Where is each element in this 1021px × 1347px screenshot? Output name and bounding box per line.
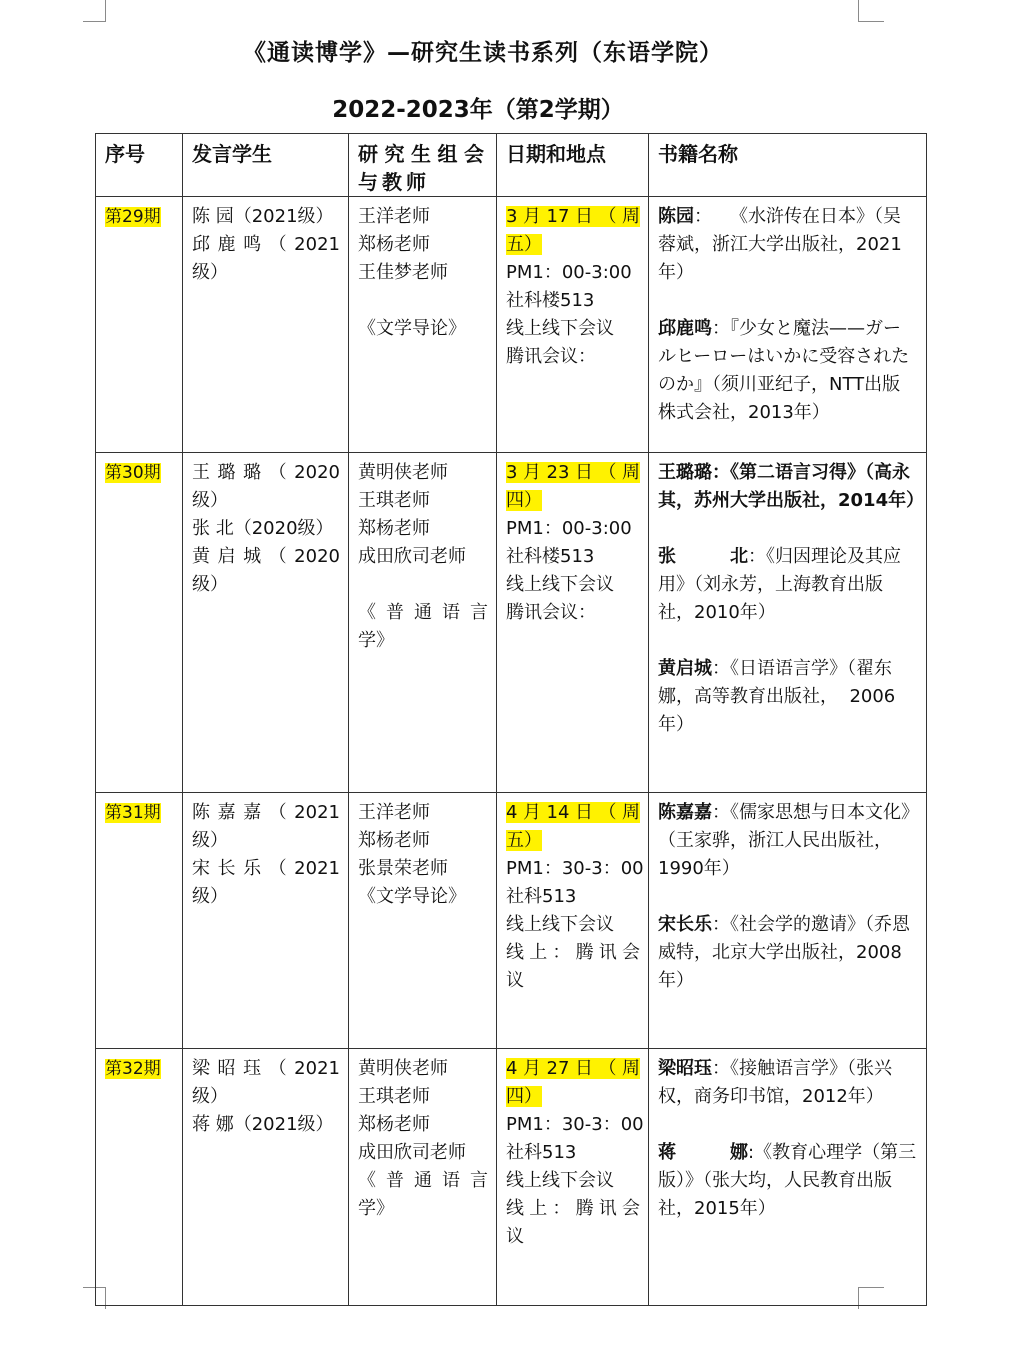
teacher-line: 张景荣老师: [358, 858, 448, 879]
date-line: 五）: [506, 830, 542, 851]
teacher-spacer: [358, 571, 488, 599]
teacher-line: 郑杨老师: [358, 234, 430, 255]
student-line: 级）: [192, 1086, 228, 1107]
time-line: PM1：30-3：00: [506, 1114, 644, 1135]
header-students: 发言学生: [183, 134, 349, 197]
student-line: 张 北（2020级）: [192, 518, 334, 539]
table-row: [96, 1049, 927, 1306]
date-line: 4月14日（周: [506, 802, 640, 823]
date-line: 4月27日（周: [506, 1058, 640, 1079]
students-cell: [183, 1049, 349, 1306]
crop-mark-top-left-h: [83, 21, 106, 22]
place-line: 社科楼513: [506, 290, 595, 311]
crop-mark-top-right-h: [858, 21, 884, 22]
date-place-cell: [497, 1049, 649, 1306]
teacher-line: 成田欣司老师: [358, 546, 466, 567]
book-entry: 陈嘉嘉：《儒家思想与日本文化》（王家骅，浙江人民出版社，1990年）: [658, 802, 910, 879]
period-label: 第31期: [105, 803, 161, 823]
book-entry: 陈园： 《水浒传在日本》（吴蓉斌，浙江大学出版社，2021年）: [658, 206, 902, 283]
date-line: 四）: [506, 1086, 542, 1107]
meeting-mode-line: 线上线下会议: [506, 318, 614, 339]
student-line: 级）: [192, 574, 228, 595]
period-label: 第29期: [105, 207, 161, 227]
course-name: 学》: [358, 630, 394, 651]
online-meeting-line: 腾讯会议：: [506, 346, 596, 367]
books-cell: [649, 453, 927, 793]
teacher-line: 黄明侠老师: [358, 1058, 448, 1079]
teacher-line: 王琪老师: [358, 490, 430, 511]
book-entry: 邱鹿鸣：『少女と魔法——ガールヒーローはいかに受容されたのか』（须川亚纪子，NTT出版株式会社，2013年）: [658, 318, 910, 423]
book-entry: 王璐璐：《第二语言习得》（高永其，苏州大学出版社，2014年）: [658, 462, 925, 511]
student-line: 邱鹿鸣（2021: [192, 234, 340, 255]
course-name: 《文学导论》: [358, 886, 466, 907]
books-cell: [649, 793, 927, 1049]
teacher-line: 王琪老师: [358, 1086, 430, 1107]
students-cell: [183, 793, 349, 1049]
time-line: PM1：00-3:00: [506, 262, 632, 283]
student-line: 梁昭珏（2021: [192, 1058, 340, 1079]
header-books: 书籍名称: [649, 134, 927, 197]
table-header-row: [96, 134, 927, 197]
book-entry: 黄启城：《日语语言学》（翟东娜，高等教育出版社， 2006年）: [658, 658, 896, 735]
header-period: 序号: [96, 134, 183, 197]
teacher-line: 成田欣司老师: [358, 1142, 466, 1163]
teacher-line: 王洋老师: [358, 206, 430, 227]
course-name: 《普通语言: [358, 602, 488, 623]
date-place-cell: [497, 197, 649, 453]
teacher-line: 郑杨老师: [358, 518, 430, 539]
table-row: [96, 197, 927, 453]
place-line: 社科513: [506, 886, 577, 907]
teachers-cell: [349, 197, 497, 453]
date-place-cell: [497, 793, 649, 1049]
document-title: 《通读博学》—研究生读书系列（东语学院）: [243, 40, 723, 66]
teachers-cell: [349, 1049, 497, 1306]
period-cell: [96, 793, 183, 1049]
online-meeting-line: 腾讯会议：: [506, 602, 596, 623]
period-cell: [96, 197, 183, 453]
date-line: 3月23日（周: [506, 462, 640, 483]
course-name: 《普通语言: [358, 1170, 488, 1191]
time-line: PM1：30-3：00: [506, 858, 644, 879]
period-label: 第32期: [105, 1059, 161, 1079]
date-place-cell: [497, 453, 649, 793]
teacher-line: 黄明侠老师: [358, 462, 448, 483]
online-meeting-line: 议: [506, 1226, 524, 1247]
student-line: 黄启城（2020: [192, 546, 340, 567]
date-line: 五）: [506, 234, 542, 255]
book-entry: 宋长乐：《社会学的邀请》（乔恩威特，北京大学出版社，2008年）: [658, 914, 910, 991]
book-entry: 张 北：《归因理论及其应用》（刘永芳，上海教育出版社，2010年）: [658, 546, 901, 623]
students-cell: [183, 197, 349, 453]
student-line: 级）: [192, 262, 228, 283]
place-line: 社科513: [506, 1142, 577, 1163]
books-cell: [649, 1049, 927, 1306]
student-line: 级）: [192, 490, 228, 511]
header-teachers: 研究生组会与教师: [349, 134, 497, 197]
document-subtitle: 2022-2023年（第2学期）: [332, 97, 624, 123]
place-line: 社科楼513: [506, 546, 595, 567]
student-line: 宋长乐（2021: [192, 858, 340, 879]
schedule-table: [95, 133, 927, 1306]
student-line: 级）: [192, 830, 228, 851]
online-meeting-line: 线上：腾讯会: [506, 1198, 640, 1219]
students-cell: [183, 453, 349, 793]
period-cell: [96, 453, 183, 793]
course-name: 学》: [358, 1198, 394, 1219]
teachers-cell: [349, 453, 497, 793]
period-cell: [96, 1049, 183, 1306]
header-date-place: 日期和地点: [497, 134, 649, 197]
course-name: 《文学导论》: [358, 318, 466, 339]
meeting-mode-line: 线上线下会议: [506, 914, 614, 935]
student-line: 陈 园（2021级）: [192, 206, 334, 227]
student-line: 王璐璐（2020: [192, 462, 340, 483]
teachers-cell: [349, 793, 497, 1049]
student-line: 蒋 娜（2021级）: [192, 1114, 334, 1135]
date-line: 四）: [506, 490, 542, 511]
teacher-line: 王洋老师: [358, 802, 430, 823]
teacher-line: 郑杨老师: [358, 830, 430, 851]
time-line: PM1：00-3:00: [506, 518, 632, 539]
crop-mark-top-right-v: [858, 0, 859, 22]
teacher-spacer: [358, 287, 488, 315]
meeting-mode-line: 线上线下会议: [506, 574, 614, 595]
teacher-line: 王佳梦老师: [358, 262, 448, 283]
table-row: [96, 453, 927, 793]
student-line: 级）: [192, 886, 228, 907]
period-label: 第30期: [105, 463, 161, 483]
online-meeting-line: 议: [506, 970, 524, 991]
book-entry: 梁昭珏：《接触语言学》（张兴权，商务印书馆，2012年）: [658, 1058, 892, 1107]
date-line: 3月17日（周: [506, 206, 640, 227]
meeting-mode-line: 线上线下会议: [506, 1170, 614, 1191]
crop-mark-top-left-v: [105, 0, 106, 22]
student-line: 陈嘉嘉（2021: [192, 802, 340, 823]
table-row: [96, 793, 927, 1049]
books-cell: [649, 197, 927, 453]
book-entry: 蒋 娜:《教育心理学（第三版）》（张大均，人民教育出版社，2015年）: [658, 1142, 917, 1219]
online-meeting-line: 线上：腾讯会: [506, 942, 640, 963]
teacher-line: 郑杨老师: [358, 1114, 430, 1135]
